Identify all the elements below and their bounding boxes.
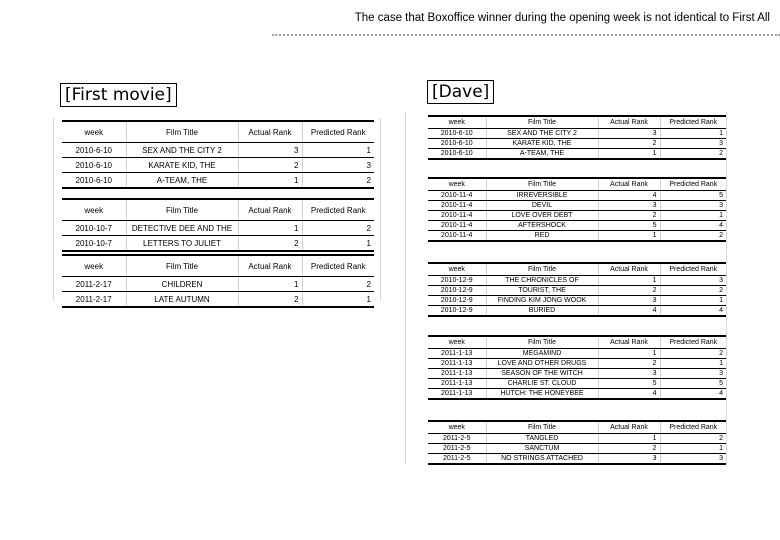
cell-week: 2011-2-5 [428,444,486,454]
cell-predicted-rank: 1 [302,236,374,252]
column-header-week: week [428,178,486,191]
cell-predicted-rank: 2 [660,231,726,242]
cell-film-title: TANGLED [486,434,598,444]
column-header-film-title: Film Title [126,255,238,277]
column-header-film-title: Film Title [486,263,598,276]
cell-predicted-rank: 5 [660,379,726,389]
column-header-film-title: Film Title [126,199,238,221]
table-row [62,173,374,189]
cell-predicted-rank: 1 [660,444,726,454]
cell-actual-rank: 2 [238,236,302,252]
cell-week: 2010-11-4 [428,221,486,231]
column-header-film-title: Film Title [486,116,598,129]
cell-predicted-rank: 3 [660,454,726,465]
cell-actual-rank: 3 [598,296,660,306]
column-header-predicted-rank: Predicted Rank [302,199,374,221]
dave-table-1 [428,115,726,160]
column-header-week: week [62,199,126,221]
table-row [428,349,726,359]
table-row [428,149,726,160]
cell-actual-rank: 1 [238,173,302,189]
table-row [428,434,726,444]
table-row [428,231,726,242]
cell-week: 2011-1-13 [428,379,486,389]
header-row [428,336,726,349]
table-row [62,277,374,292]
first-movie-table-3 [62,254,374,308]
cell-predicted-rank: 4 [660,306,726,317]
cell-week: 2011-2-5 [428,454,486,465]
cell-predicted-rank: 3 [660,276,726,286]
cell-predicted-rank: 5 [660,191,726,201]
cell-actual-rank: 3 [598,454,660,465]
cell-film-title: TOURIST, THE [486,286,598,296]
cell-predicted-rank: 2 [660,149,726,160]
dave-table-2 [428,177,726,242]
table-row [428,296,726,306]
cell-actual-rank: 1 [598,231,660,242]
column-header-week: week [428,263,486,276]
cell-predicted-rank: 3 [302,158,374,173]
column-header-predicted-rank: Predicted Rank [660,336,726,349]
cell-film-title: KARATE KID, THE [486,139,598,149]
cell-week: 2011-1-13 [428,389,486,400]
cell-predicted-rank: 2 [660,286,726,296]
cell-predicted-rank: 2 [660,349,726,359]
table-row [62,158,374,173]
cell-film-title: SEX AND THE CITY 2 [486,129,598,139]
column-header-predicted-rank: Predicted Rank [660,116,726,129]
cell-actual-rank: 1 [598,434,660,444]
cell-actual-rank: 2 [598,444,660,454]
header-row [428,116,726,129]
dave-label: [Dave] [427,80,494,104]
cell-week: 2010-6-10 [428,129,486,139]
cell-predicted-rank: 1 [660,359,726,369]
column-header-actual-rank: Actual Rank [598,263,660,276]
cell-film-title: SEASON OF THE WITCH [486,369,598,379]
table-row [428,444,726,454]
cell-film-title: KARATE KID, THE [126,158,238,173]
dave-table-5 [428,420,726,465]
cell-film-title: AFTERSHOCK [486,221,598,231]
cell-actual-rank: 4 [598,306,660,317]
column-header-actual-rank: Actual Rank [598,116,660,129]
cell-week: 2011-1-13 [428,369,486,379]
table-row [62,221,374,236]
column-header-film-title: Film Title [126,121,238,143]
table-row [428,191,726,201]
cell-film-title: MEGAMIND [486,349,598,359]
cell-actual-rank: 1 [598,349,660,359]
cell-film-title: CHARLIE ST. CLOUD [486,379,598,389]
cell-actual-rank: 4 [598,389,660,400]
column-header-film-title: Film Title [486,178,598,191]
cell-predicted-rank: 4 [660,389,726,400]
cell-film-title: SANCTUM [486,444,598,454]
column-header-week: week [428,421,486,434]
cell-week: 2011-1-13 [428,349,486,359]
cell-actual-rank: 2 [598,211,660,221]
cell-actual-rank: 2 [238,158,302,173]
cell-film-title: LATE AUTUMN [126,292,238,308]
cell-week: 2010-11-4 [428,201,486,211]
cell-actual-rank: 3 [598,201,660,211]
cell-predicted-rank: 2 [302,221,374,236]
column-header-film-title: Film Title [486,421,598,434]
first-movie-table-1 [62,120,374,189]
header-row [62,199,374,221]
cell-week: 2010-11-4 [428,211,486,221]
cell-film-title: A-TEAM, THE [486,149,598,160]
cell-actual-rank: 1 [238,277,302,292]
cell-week: 2010-12-9 [428,306,486,317]
header-row [62,121,374,143]
cell-actual-rank: 1 [598,149,660,160]
table-row [62,143,374,158]
column-header-actual-rank: Actual Rank [238,121,302,143]
table-row [428,211,726,221]
table-row [428,359,726,369]
cell-actual-rank: 3 [598,369,660,379]
dave-panel [405,112,727,464]
cell-week: 2010-10-7 [62,236,126,252]
column-header-week: week [428,336,486,349]
cell-actual-rank: 5 [598,379,660,389]
cell-predicted-rank: 1 [302,143,374,158]
cell-film-title: HUTCH: THE HONEYBEE [486,389,598,400]
table-row [62,292,374,308]
cell-week: 2010-11-4 [428,191,486,201]
cell-predicted-rank: 3 [660,369,726,379]
cell-film-title: A-TEAM, THE [126,173,238,189]
cell-actual-rank: 2 [598,286,660,296]
cell-predicted-rank: 3 [660,139,726,149]
cell-film-title: NO STRINGS ATTACHED [486,454,598,465]
cell-week: 2010-6-10 [428,149,486,160]
first-movie-panel [53,118,381,304]
slide-title: The case that Boxoffice winner during the opening week is not identical to First All [354,12,770,24]
header-row [428,263,726,276]
cell-predicted-rank: 3 [660,201,726,211]
first-movie-table-2 [62,198,374,252]
column-header-week: week [62,255,126,277]
cell-week: 2010-12-9 [428,296,486,306]
header-row [62,255,374,277]
table-row [428,306,726,317]
cell-predicted-rank: 1 [660,211,726,221]
column-header-predicted-rank: Predicted Rank [660,421,726,434]
cell-predicted-rank: 1 [660,129,726,139]
column-header-predicted-rank: Predicted Rank [302,255,374,277]
table-row [428,286,726,296]
column-header-actual-rank: Actual Rank [238,255,302,277]
table-row [428,379,726,389]
table-row [428,221,726,231]
column-header-actual-rank: Actual Rank [598,421,660,434]
cell-predicted-rank: 2 [302,277,374,292]
cell-week: 2011-1-13 [428,359,486,369]
cell-actual-rank: 2 [598,139,660,149]
header-row [428,421,726,434]
column-header-week: week [428,116,486,129]
cell-film-title: RED [486,231,598,242]
table-row [62,236,374,252]
cell-actual-rank: 1 [598,276,660,286]
cell-predicted-rank: 1 [660,296,726,306]
cell-actual-rank: 3 [238,143,302,158]
cell-film-title: BURIED [486,306,598,317]
table-row [428,276,726,286]
dave-table-4 [428,335,726,400]
column-header-film-title: Film Title [486,336,598,349]
column-header-actual-rank: Actual Rank [238,199,302,221]
cell-week: 2010-12-9 [428,286,486,296]
title-divider [272,34,780,36]
cell-actual-rank: 2 [598,359,660,369]
cell-predicted-rank: 2 [660,434,726,444]
cell-film-title: FINDING KIM JONG WOOK [486,296,598,306]
cell-actual-rank: 4 [598,191,660,201]
cell-actual-rank: 3 [598,129,660,139]
cell-week: 2010-6-10 [428,139,486,149]
table-row [428,369,726,379]
table-row [428,201,726,211]
cell-film-title: DETECTIVE DEE AND THE [126,221,238,236]
cell-predicted-rank: 1 [302,292,374,308]
cell-week: 2010-10-7 [62,221,126,236]
cell-week: 2010-6-10 [62,143,126,158]
column-header-week: week [62,121,126,143]
cell-film-title: LOVE OVER DEBT [486,211,598,221]
table-row [428,454,726,465]
table-row [428,139,726,149]
column-header-predicted-rank: Predicted Rank [660,178,726,191]
cell-week: 2011-2-5 [428,434,486,444]
cell-film-title: THE CHRONICLES OF [486,276,598,286]
cell-week: 2010-11-4 [428,231,486,242]
cell-film-title: IRREVERSIBLE [486,191,598,201]
cell-film-title: LOVE AND OTHER DRUGS [486,359,598,369]
cell-film-title: LETTERS TO JULIET [126,236,238,252]
column-header-predicted-rank: Predicted Rank [302,121,374,143]
cell-week: 2011-2-17 [62,292,126,308]
table-row [428,129,726,139]
cell-week: 2010-6-10 [62,173,126,189]
cell-predicted-rank: 2 [302,173,374,189]
cell-film-title: SEX AND THE CITY 2 [126,143,238,158]
cell-actual-rank: 2 [238,292,302,308]
header-row [428,178,726,191]
cell-week: 2010-12-9 [428,276,486,286]
dave-table-3 [428,262,726,317]
column-header-actual-rank: Actual Rank [598,336,660,349]
cell-film-title: DEVIL [486,201,598,211]
cell-actual-rank: 1 [238,221,302,236]
column-header-actual-rank: Actual Rank [598,178,660,191]
column-header-predicted-rank: Predicted Rank [660,263,726,276]
cell-film-title: CHILDREN [126,277,238,292]
cell-week: 2010-6-10 [62,158,126,173]
cell-week: 2011-2-17 [62,277,126,292]
table-row [428,389,726,400]
cell-actual-rank: 5 [598,221,660,231]
first-movie-label: [First movie] [60,83,177,107]
cell-predicted-rank: 4 [660,221,726,231]
